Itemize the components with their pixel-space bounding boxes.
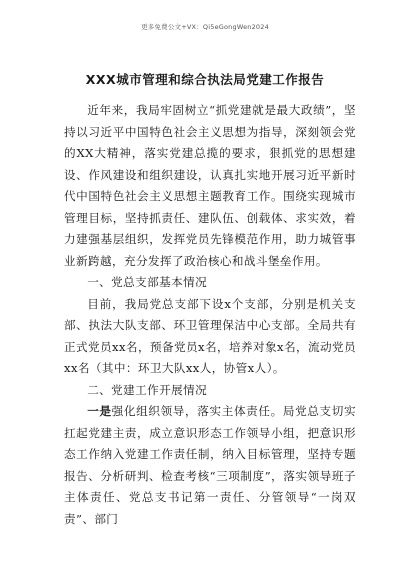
section-2-heading: 二、党建工作开展情况 bbox=[87, 382, 208, 397]
section-2-paragraph bbox=[64, 401, 356, 530]
document-title: XXX城市管理和综合执法局党建工作报告 bbox=[85, 72, 325, 87]
section-2-lead: 一是 bbox=[87, 404, 112, 418]
intro-paragraph: 近年来，我局牢固树立“抓党建就是最大政绩”，坚持以习近平中国特色社会主义思想为指导，深刻领会党的XX大精神，落实党建总揽的要求，狠抓党的思想建设、作风建设和组织建设，认真扎实地开展习近平新时代中国特色社会主义思想主题教育工作。围绕实现城市管理目标，坚持抓责任、建队伍、创载体、求实效，着力建强基层组织，发挥党员先锋模范作用，助力城管事业新跨越，充分发挥了政治核心和战斗堡垒作用。 bbox=[64, 103, 356, 268]
header-watermark: 更多免费公文+VX：Qi5eGongWen2024 bbox=[141, 23, 269, 31]
document-body bbox=[64, 100, 356, 530]
section-1-heading: 一、党总支部基本情况 bbox=[87, 275, 208, 289]
section-1-paragraph: 目前，我局党总支部下设x个支部，分别是机关支部、执法大队支部、环卫管理保洁中心支部。全局共有正式党员xx名，预备党员x名，培养对象x名，流动党员xx名（其中：环卫大队xx人，协管x人）。 bbox=[64, 296, 356, 375]
section-2-text: 强化组织领导，落实主体责任。局党总支切实扛起党建主责，成立意识形态工作领导小组，把意识形态工作纳入党建工作责任制，纳入目标管理，坚持专题报告、分析研判、检查考核“三项制度”，落实领导班子主体责任、党总支书记第一责任、分管领导“一岗双责”、部门 bbox=[64, 404, 356, 526]
